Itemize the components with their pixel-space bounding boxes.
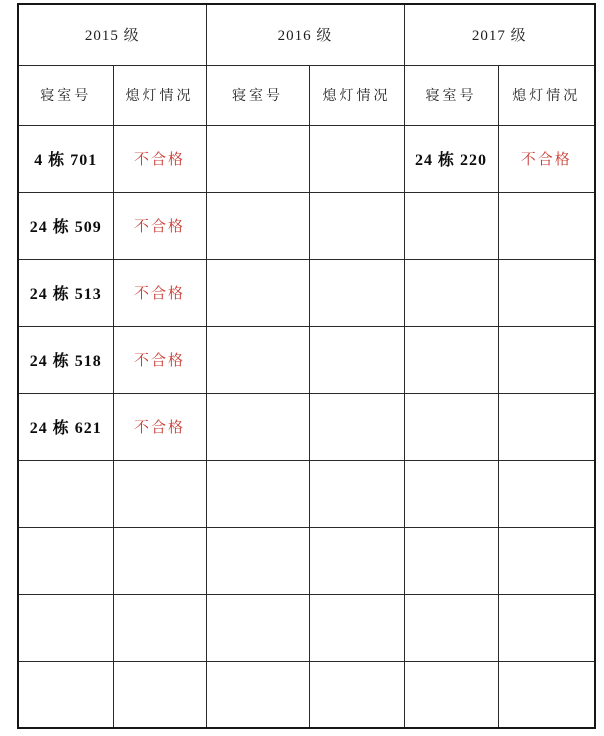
status-cell	[309, 393, 404, 460]
room-cell	[18, 527, 113, 594]
table-row	[18, 393, 595, 460]
grade-header-2016: 2016 级	[206, 4, 404, 65]
status-cell	[498, 460, 595, 527]
room-cell	[404, 460, 498, 527]
room-cell	[404, 393, 498, 460]
lights-out-status-header: 熄灯情况	[498, 65, 595, 125]
status-cell	[113, 661, 206, 728]
room-cell	[206, 326, 309, 393]
room-cell	[206, 460, 309, 527]
table-row	[18, 125, 595, 192]
room-cell	[206, 661, 309, 728]
room-cell	[206, 125, 309, 192]
status-cell	[498, 527, 595, 594]
status-cell	[309, 661, 404, 728]
status-cell: 不合格	[113, 393, 206, 460]
room-cell: 24 栋 513	[18, 259, 113, 326]
room-cell	[18, 594, 113, 661]
room-number-header: 寝室号	[206, 65, 309, 125]
subheader-row	[18, 65, 595, 125]
status-cell	[309, 594, 404, 661]
table-row	[18, 527, 595, 594]
status-cell	[113, 460, 206, 527]
status-cell: 不合格	[113, 326, 206, 393]
room-cell	[206, 594, 309, 661]
room-cell: 24 栋 518	[18, 326, 113, 393]
status-cell	[309, 326, 404, 393]
dorm-lights-out-table	[17, 3, 596, 729]
room-cell	[206, 192, 309, 259]
room-cell	[18, 661, 113, 728]
lights-out-status-header: 熄灯情况	[309, 65, 404, 125]
room-cell: 24 栋 621	[18, 393, 113, 460]
status-cell	[498, 594, 595, 661]
status-cell	[498, 192, 595, 259]
table-row	[18, 594, 595, 661]
room-cell	[404, 527, 498, 594]
status-cell: 不合格	[113, 259, 206, 326]
room-cell: 24 栋 220	[404, 125, 498, 192]
status-cell	[309, 527, 404, 594]
grade-header-2015: 2015 级	[18, 4, 206, 65]
grade-header-2017: 2017 级	[404, 4, 595, 65]
status-cell: 不合格	[498, 125, 595, 192]
room-cell	[206, 393, 309, 460]
status-cell: 不合格	[113, 125, 206, 192]
status-cell	[309, 259, 404, 326]
status-cell	[113, 527, 206, 594]
room-cell: 4 栋 701	[18, 125, 113, 192]
room-cell: 24 栋 509	[18, 192, 113, 259]
room-cell	[404, 326, 498, 393]
table-row	[18, 661, 595, 728]
table-row	[18, 326, 595, 393]
table-row	[18, 460, 595, 527]
lights-out-status-header: 熄灯情况	[113, 65, 206, 125]
status-cell	[498, 393, 595, 460]
table-row	[18, 259, 595, 326]
status-cell	[113, 594, 206, 661]
room-cell	[404, 661, 498, 728]
status-cell	[498, 326, 595, 393]
room-cell	[404, 594, 498, 661]
status-cell	[309, 460, 404, 527]
room-cell	[206, 527, 309, 594]
status-cell	[498, 661, 595, 728]
room-number-header: 寝室号	[18, 65, 113, 125]
grade-header-row	[18, 4, 595, 65]
room-number-header: 寝室号	[404, 65, 498, 125]
room-cell	[206, 259, 309, 326]
status-cell	[309, 125, 404, 192]
room-cell	[404, 192, 498, 259]
status-cell	[309, 192, 404, 259]
table-row	[18, 192, 595, 259]
room-cell	[18, 460, 113, 527]
room-cell	[404, 259, 498, 326]
status-cell	[498, 259, 595, 326]
status-cell: 不合格	[113, 192, 206, 259]
